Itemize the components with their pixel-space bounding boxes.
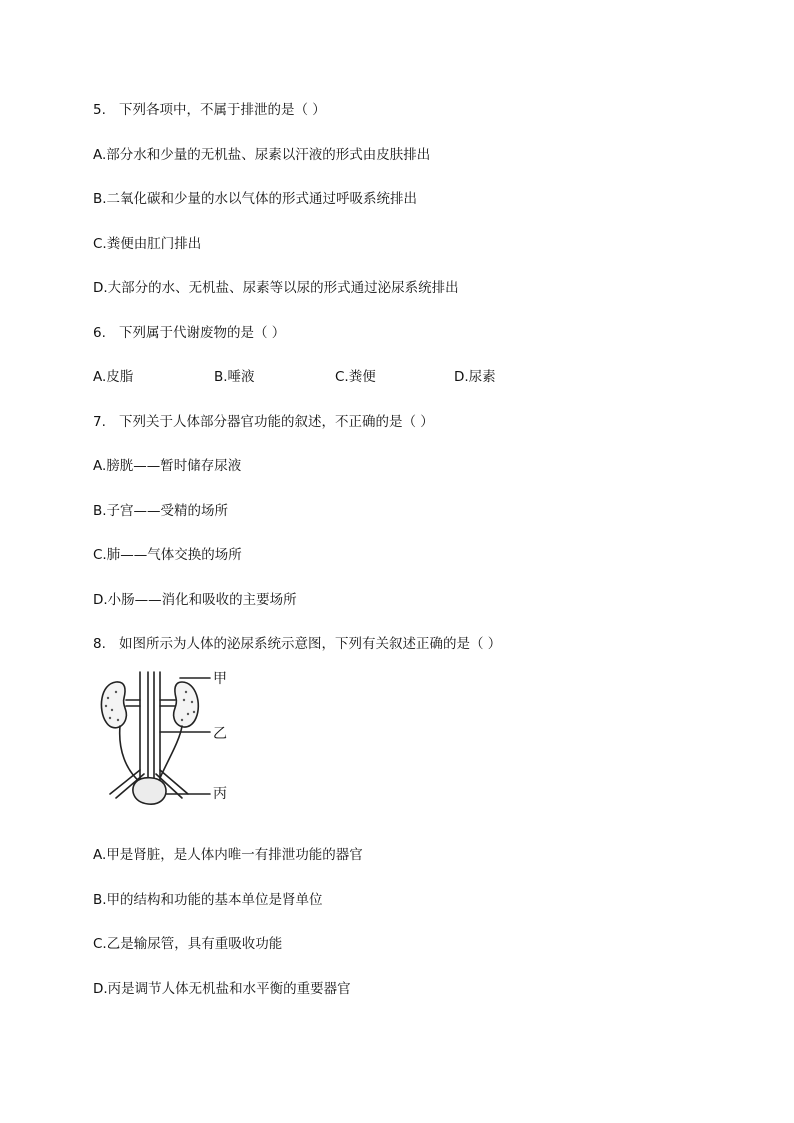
question-number: 5. xyxy=(93,102,106,118)
question-text: 下列关于人体部分器官功能的叙述，不正确的是（ ） xyxy=(119,414,434,430)
question-7-option-b: B.子宫——受精的场所 xyxy=(93,503,229,519)
question-7-stem xyxy=(93,413,434,431)
right-ureter xyxy=(160,726,182,778)
question-number: 7. xyxy=(93,414,106,430)
question-8-option-a: A.甲是肾脏，是人体内唯一有排泄功能的器官 xyxy=(93,847,363,863)
question-7-option-d: D.小肠——消化和吸收的主要场所 xyxy=(93,592,297,608)
question-text: 下列各项中，不属于排泄的是（ ） xyxy=(119,102,326,118)
question-6-option-a: A.皮脂 xyxy=(93,369,134,385)
question-6-stem xyxy=(93,324,285,342)
question-6-options xyxy=(93,368,593,386)
question-6-option-b: B.唾液 xyxy=(214,369,255,385)
left-ureter xyxy=(120,726,140,782)
question-5-stem xyxy=(93,101,326,119)
question-8-option-b: B.甲的结构和功能的基本单位是肾单位 xyxy=(93,892,323,908)
question-6-option-c: C.粪便 xyxy=(335,369,376,385)
question-5-option-b: B.二氧化碳和少量的水以气体的形式通过呼吸系统排出 xyxy=(93,191,418,207)
figure-label-yi: 乙 xyxy=(213,726,227,742)
left-kidney-shape xyxy=(101,682,126,728)
question-number: 6. xyxy=(93,325,106,341)
question-6-option-d: D.尿素 xyxy=(454,369,496,385)
question-text: 如图所示为人体的泌尿系统示意图，下列有关叙述正确的是（ ） xyxy=(119,636,502,652)
question-7-option-a: A.膀胱——暂时储存尿液 xyxy=(93,458,242,474)
figure-label-jia: 甲 xyxy=(213,671,227,687)
question-8-stem xyxy=(93,635,501,653)
question-8-option-d: D.丙是调节人体无机盐和水平衡的重要器官 xyxy=(93,981,351,997)
question-5-option-d: D.大部分的水、无机盐、尿素等以尿的形式通过泌尿系统排出 xyxy=(93,280,459,296)
question-5-option-a: A.部分水和少量的无机盐、尿素以汗液的形式由皮肤排出 xyxy=(93,147,431,163)
question-text: 下列属于代谢废物的是（ ） xyxy=(119,325,286,341)
question-8-option-c: C.乙是输尿管，具有重吸收功能 xyxy=(93,936,283,952)
bladder-shape xyxy=(133,778,166,804)
question-5-option-c: C.粪便由肛门排出 xyxy=(93,236,202,252)
question-7-option-c: C.肺——气体交换的场所 xyxy=(93,547,242,563)
figure-label-bing: 丙 xyxy=(213,786,227,802)
right-kidney-shape xyxy=(174,682,199,727)
question-number: 8. xyxy=(93,636,106,652)
